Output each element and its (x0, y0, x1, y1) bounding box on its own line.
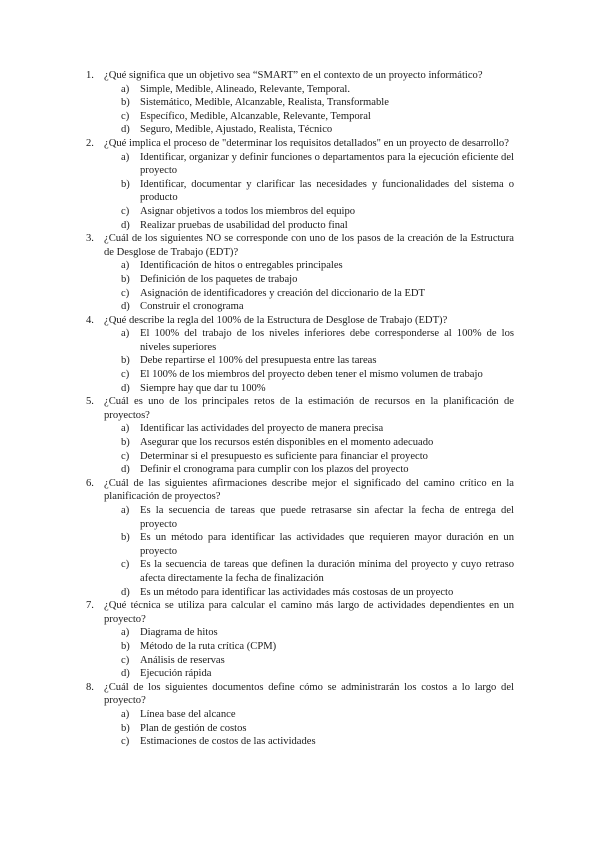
option-letter: b) (121, 97, 130, 109)
answer-option (0, 123, 600, 137)
question-item (0, 69, 600, 137)
option-text: Es la secuencia de tareas que definen la duración mínima del proyecto y cuyo retraso afecta directamente la fecha de finalización (140, 559, 514, 584)
option-letter: b) (121, 640, 130, 652)
option-list (0, 83, 600, 137)
question-item (0, 314, 600, 396)
option-letter: c) (121, 205, 130, 217)
answer-option (0, 205, 600, 219)
question-number: 2. (86, 137, 94, 149)
option-letter: d) (121, 219, 130, 231)
answer-option (0, 436, 600, 450)
answer-option (0, 273, 600, 287)
answer-option (0, 151, 600, 178)
option-text: Ejecución rápida (140, 668, 212, 680)
question-item (0, 599, 600, 681)
option-letter: b) (121, 273, 130, 285)
option-letter: a) (121, 627, 130, 639)
option-text: Plan de gestión de costos (140, 722, 247, 734)
answer-option (0, 382, 600, 396)
option-text: Realizar pruebas de usabilidad del producto final (140, 219, 348, 231)
question-text: ¿Cuál de los siguientes NO se corresponde con uno de los pasos de la creación de la Estructura de Desglose de Trabajo (EDT)? (104, 233, 514, 258)
option-letter: a) (121, 328, 130, 340)
option-text: Es la secuencia de tareas que puede retrasarse sin afectar la fecha de entrega del proyecto (140, 505, 514, 530)
option-text: Asegurar que los recursos estén disponibles en el momento adecuado (140, 437, 434, 449)
answer-option (0, 735, 600, 749)
question-text: ¿Qué describe la regla del 100% de la Estructura de Desglose de Trabajo (EDT)? (104, 314, 448, 326)
option-text: Determinar si el presupuesto es suficiente para financiar el proyecto (140, 450, 428, 462)
option-text: Simple, Medible, Alineado, Relevante, Temporal. (140, 83, 351, 95)
option-letter: a) (121, 423, 130, 435)
answer-option (0, 654, 600, 668)
option-text: Asignar objetivos a todos los miembros del equipo (140, 205, 356, 217)
option-text: Definir el cronograma para cumplir con los plazos del proyecto (140, 464, 409, 476)
question-number: 8. (86, 681, 94, 693)
option-list (0, 327, 600, 395)
option-text: Siempre hay que dar tu 100% (140, 382, 266, 394)
answer-option (0, 558, 600, 585)
answer-option (0, 178, 600, 205)
option-text: El 100% del trabajo de los niveles inferiores debe corresponderse al 100% de los niveles superiores (140, 328, 514, 353)
option-list (0, 504, 600, 599)
option-text: Debe repartirse el 100% del presupuesta entre las tareas (140, 355, 377, 367)
question-text: ¿Qué técnica se utiliza para calcular el camino más largo de actividades dependientes en un proyecto? (104, 600, 514, 625)
option-letter: a) (121, 260, 130, 272)
option-text: Identificar, documentar y clarificar las necesidades y funcionalidades del sistema o producto (140, 178, 514, 204)
question-item (0, 137, 600, 232)
question-number: 1. (86, 70, 94, 81)
option-text: Sistemático, Medible, Alcanzable, Realista, Transformable (140, 97, 389, 109)
option-letter: c) (121, 559, 130, 571)
option-letter: d) (121, 668, 130, 680)
option-letter: d) (121, 464, 130, 476)
option-text: Identificación de hitos o entregables principales (140, 260, 343, 272)
question-text: ¿Qué significa que un objetivo sea “SMART” en el contexto de un proyecto informático? (104, 70, 483, 81)
answer-option (0, 422, 600, 436)
answer-option (0, 463, 600, 477)
answer-option (0, 504, 600, 531)
answer-option (0, 708, 600, 722)
option-text: Estimaciones de costos de las actividades (140, 736, 316, 748)
answer-option (0, 722, 600, 736)
option-text: Método de la ruta crítica (CPM) (140, 640, 277, 652)
option-letter: d) (121, 382, 130, 394)
option-letter: a) (121, 708, 130, 720)
option-list (0, 626, 600, 680)
option-letter: b) (121, 355, 130, 367)
answer-option (0, 110, 600, 124)
answer-option (0, 327, 600, 354)
question-list (0, 69, 600, 749)
option-text: Línea base del alcance (140, 708, 236, 720)
option-letter: c) (121, 110, 130, 122)
question-item (0, 477, 600, 599)
option-letter: c) (121, 654, 130, 666)
option-letter: a) (121, 83, 130, 95)
option-text: Asignación de identificadores y creación del diccionario de la EDT (140, 287, 426, 299)
question-item (0, 681, 600, 749)
option-text: Es un método para identificar las actividades más costosas de un proyecto (140, 586, 454, 598)
answer-option (0, 626, 600, 640)
question-text: ¿Cuál es uno de los principales retos de la estimación de recursos en la planificación de proyectos? (104, 396, 514, 421)
question-text: ¿Qué implica el proceso de "determinar los requisitos detallados" en un proyecto de desarrollo? (104, 137, 509, 149)
option-letter: b) (121, 178, 130, 190)
answer-option (0, 368, 600, 382)
option-list (0, 259, 600, 313)
question-number: 3. (86, 233, 94, 245)
answer-option (0, 259, 600, 273)
option-text: Identificar las actividades del proyecto de manera precisa (140, 423, 384, 435)
question-number: 4. (86, 314, 94, 326)
answer-option (0, 300, 600, 314)
option-letter: c) (121, 736, 130, 748)
option-text: Definición de los paquetes de trabajo (140, 273, 298, 285)
answer-option (0, 450, 600, 464)
answer-option (0, 354, 600, 368)
question-item (0, 395, 600, 477)
option-letter: b) (121, 722, 130, 734)
answer-option (0, 219, 600, 233)
option-text: Identificar, organizar y definir funciones o departamentos para la ejecución eficiente del proyecto (140, 151, 514, 177)
option-text: El 100% de los miembros del proyecto deben tener el mismo volumen de trabajo (140, 369, 483, 381)
question-number: 5. (86, 396, 94, 408)
answer-option (0, 83, 600, 97)
answer-option (0, 667, 600, 681)
answer-option (0, 287, 600, 301)
option-letter: d) (121, 301, 130, 313)
option-letter: b) (121, 437, 130, 449)
option-text: Seguro, Medible, Ajustado, Realista, Técnico (140, 124, 333, 136)
option-list (0, 422, 600, 476)
option-letter: b) (121, 532, 130, 544)
option-letter: c) (121, 287, 130, 299)
option-letter: a) (121, 505, 130, 516)
option-text: Diagrama de hitos (140, 627, 218, 639)
option-list (0, 151, 600, 233)
option-text: Específico, Medible, Alcanzable, Relevante, Temporal (140, 110, 371, 122)
answer-option (0, 640, 600, 654)
question-number: 7. (86, 600, 94, 612)
option-letter: c) (121, 369, 130, 381)
option-text: Es un método para identificar las actividades que requieren mayor duración en un proyecto (140, 532, 514, 557)
option-text: Análisis de reservas (140, 654, 225, 666)
option-list (0, 708, 600, 749)
option-letter: d) (121, 586, 130, 598)
question-text: ¿Cuál de los siguientes documentos define cómo se administrarán los costos a lo largo del proyecto? (104, 681, 514, 707)
option-text: Construir el cronograma (140, 301, 244, 313)
answer-option (0, 586, 600, 600)
option-letter: a) (121, 151, 130, 163)
answer-option (0, 96, 600, 110)
option-letter: c) (121, 450, 130, 462)
answer-option (0, 531, 600, 558)
question-number: 6. (86, 477, 94, 489)
question-text: ¿Cuál de las siguientes afirmaciones describe mejor el significado del camino crítico en la planificación de proyectos? (104, 477, 514, 503)
question-item (0, 232, 600, 314)
option-letter: d) (121, 124, 130, 136)
